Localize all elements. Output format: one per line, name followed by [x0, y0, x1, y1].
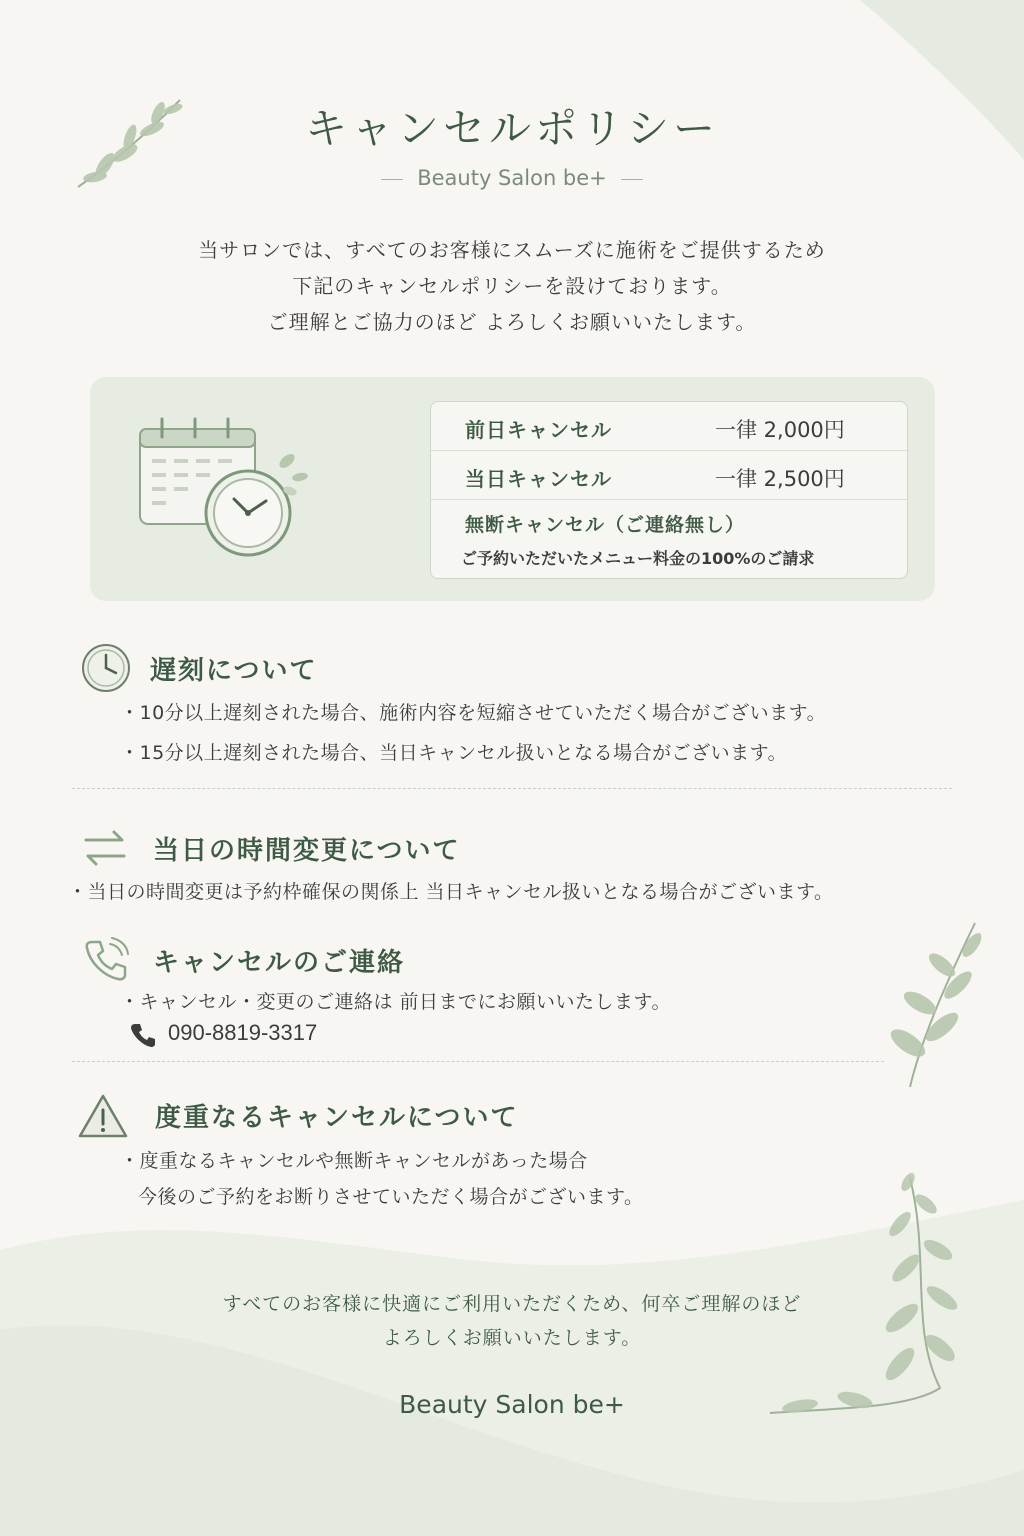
warning-icon — [76, 1092, 130, 1140]
fee-note: ご予約いただいたメニュー料金の100%のご請求 — [461, 549, 815, 568]
phone-glyph-icon — [130, 1022, 156, 1048]
fee-row-day-before — [431, 402, 907, 451]
cancellation-fee-card — [90, 377, 935, 601]
intro-text — [0, 232, 1024, 340]
page-subtitle — [0, 166, 1024, 190]
subtitle-dash-left — [381, 179, 403, 180]
fee-label: 前日キャンセル — [465, 418, 612, 442]
section-title-time-change: 当日の時間変更について — [153, 836, 461, 866]
section-divider — [72, 788, 952, 789]
section-line: ・キャンセル・変更のご連絡は 前日までにお願いいたします。 — [120, 991, 672, 1013]
closing-line: すべてのお客様に快適にご利用いただくため、何卒ご理解のほど — [222, 1293, 802, 1315]
intro-line: 下記のキャンセルポリシーを設けております。 — [292, 274, 732, 298]
fee-label: 無断キャンセル（ご連絡無し） — [465, 514, 746, 536]
subtitle-dash-right — [621, 179, 643, 180]
section-divider — [72, 1061, 884, 1062]
intro-line: ご理解とご協力のほど よろしくお願いいたします。 — [267, 310, 757, 334]
page-title: キャンセルポリシー — [304, 104, 719, 153]
section-line: ・度重なるキャンセルや無断キャンセルがあった場合 — [120, 1150, 588, 1172]
fee-row-same-day — [431, 451, 907, 500]
phone-icon — [82, 936, 130, 984]
fee-value: 一律 2,000円 — [715, 418, 845, 442]
section-line: 今後のご予約をお断りさせていただく場合がございます。 — [138, 1186, 644, 1208]
section-line: ・15分以上遅刻された場合、当日キャンセル扱いとなる場合がございます。 — [120, 742, 788, 764]
swap-arrows-icon — [80, 828, 130, 868]
fee-table — [430, 401, 908, 579]
clock-icon — [80, 642, 132, 694]
calendar-clock-icon — [130, 409, 320, 559]
section-line: ・当日の時間変更は予約枠確保の関係上 当日キャンセル扱いとなる場合がございます。 — [68, 881, 834, 903]
salon-signature: Beauty Salon be+ — [399, 1390, 625, 1419]
fee-label: 当日キャンセル — [465, 467, 612, 491]
phone-number[interactable]: 090-8819-3317 — [168, 1020, 318, 1045]
intro-line: 当サロンでは、すべてのお客様にスムーズに施術をご提供するため — [198, 238, 826, 262]
leaf-branch-decoration — [880, 915, 990, 1090]
section-title-contact: キャンセルのご連絡 — [153, 948, 406, 978]
closing-line: よろしくお願いいたします。 — [382, 1327, 642, 1349]
fee-value: 一律 2,500円 — [715, 467, 845, 491]
subtitle-text: Beauty Salon be+ — [417, 166, 607, 190]
section-title-repeat: 度重なるキャンセルについて — [155, 1103, 519, 1133]
closing-message — [0, 1287, 1024, 1355]
section-title-late: 遅刻について — [150, 656, 318, 686]
section-line: ・10分以上遅刻された場合、施術内容を短縮させていただく場合がございます。 — [120, 702, 827, 724]
